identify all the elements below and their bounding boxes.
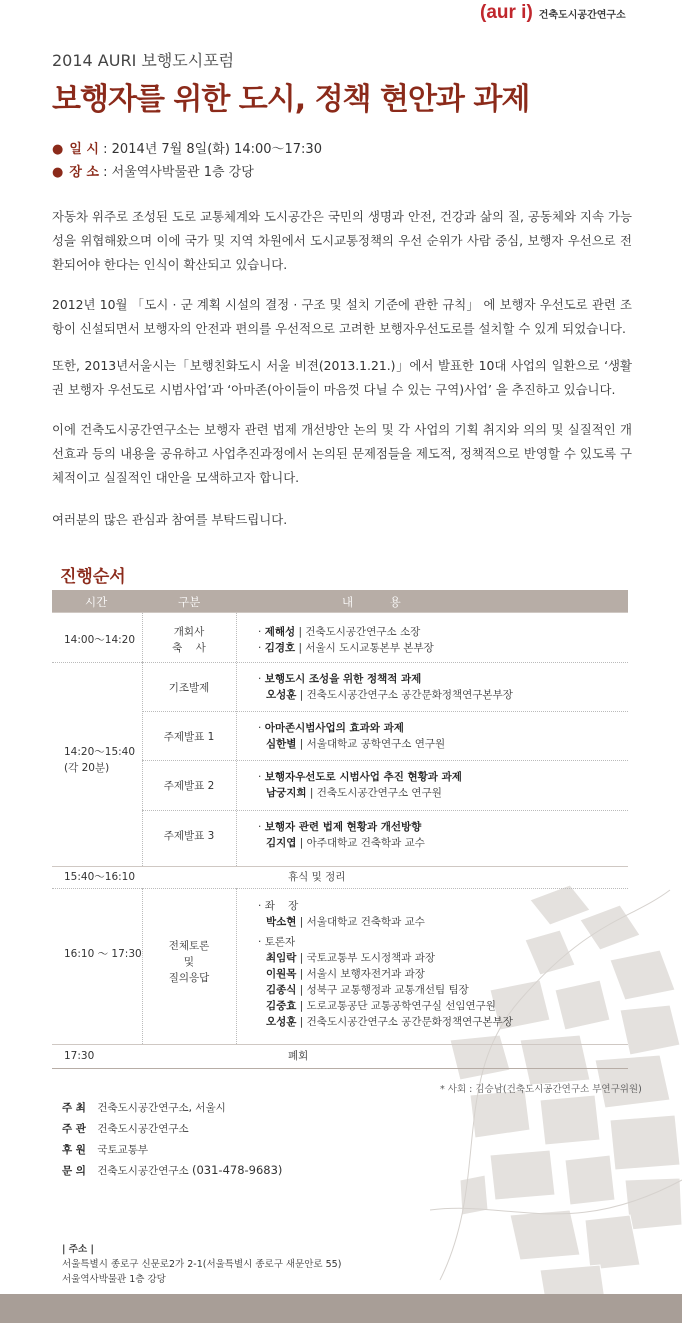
talk-topic: 보행자우선도로 시범사업 추진 현황과 과제 (264, 771, 462, 783)
panelist-affiliation: | 국토교통부 도시정책과 과장 (299, 952, 436, 964)
auri-brand: (aur i) (480, 2, 533, 23)
row-divider (142, 760, 628, 761)
talks-duration: (각 20분) (64, 762, 110, 774)
type-cell: 주제발표 1 (163, 731, 215, 743)
type-congrats: 축 사 (172, 642, 206, 654)
forum-title: 보행자를 위한 도시, 정책 현안과 과제 (52, 82, 530, 117)
time-cell: 16:10 ～ 17:30 (64, 948, 142, 960)
place-line (52, 161, 254, 180)
talks-time: 14:20～15:40 (64, 746, 136, 758)
panelist-name: 김종식 (266, 984, 297, 996)
paragraph-1: 자동차 위주로 조성된 도로 교통체계와 도시공간은 국민의 생명과 안전, 건강과 삶의 질, 공동체와 지속 가능성을 위협해왔으며 이에 국가 및 지역 차원에서 도시교통정책의 우선 순위가 사람 중심, 보행자 우선으로 전환되어야 한다는 인식이 확산되고 있습니다. (52, 209, 632, 272)
speaker-name: 남궁지희 (266, 787, 307, 799)
program-table-header (52, 590, 628, 612)
column-divider (236, 612, 237, 866)
type-qa: 질의응답 (168, 972, 210, 984)
talk-topic: 보행도시 조성을 위한 정책적 과제 (264, 673, 422, 685)
speaker-affiliation: | 건축도시공간연구소 연구원 (309, 787, 442, 799)
credit-key: 문 의 (62, 1165, 86, 1177)
content-cell: · 보행자 관련 법제 현황과 개선방향 김지엽 | 아주대학교 건축학과 교수 (258, 821, 425, 849)
chair-name: 박소현 (266, 916, 297, 928)
credit-host (62, 1100, 226, 1115)
header-time: 시간 (85, 595, 108, 609)
program-title: 진행순서 (60, 567, 126, 587)
talk-topic: 보행자 관련 법제 현황과 개선방향 (264, 821, 422, 833)
type-cell: 주제발표 2 (163, 780, 215, 792)
panel-label: 토론자 (264, 936, 296, 948)
header-type: 구분 (178, 595, 201, 609)
type-and: 및 (183, 956, 195, 968)
paragraph-4: 이에 건축도시공간연구소는 보행자 관련 법제 개선방안 논의 및 각 사업의 기획 취지와 의의 및 실질적인 개선효과 등의 내용을 공유하고 사업추진과정에서 논의된 문제점들을 제도적, 정책적으로 반영할 수 있도록 구체적이고 실질적인 대안을 모색하고자 합니다. (52, 422, 632, 485)
panelist-affiliation: | 도로교통공단 교통공학연구실 선임연구원 (299, 1000, 496, 1012)
panelist-affiliation: | 서울시 보행자전거과 과장 (299, 968, 425, 980)
row-divider (52, 888, 628, 889)
type-opening: 개회사 (173, 626, 205, 638)
credit-value: 건축도시공간연구소 (97, 1165, 189, 1177)
speaker-affiliation: | 아주대학교 건축학과 교수 (299, 837, 425, 849)
time-cell: 14:00～14:20 (64, 634, 136, 646)
credit-value: 건축도시공간연구소 (97, 1123, 189, 1135)
address-label: | 주소 | (62, 1244, 94, 1255)
talk-topic: 아마존시범사업의 효과와 과제 (264, 722, 404, 734)
speaker-name: 오성훈 (266, 689, 297, 701)
address-line1: 서울특별시 종로구 신문로2가 2-1(서울특별시 종로구 새문안로 55) (62, 1259, 342, 1270)
credit-key: 주 관 (62, 1123, 86, 1135)
type-cell: 기조발제 (168, 682, 210, 694)
paragraph-5: 여러분의 많은 관심과 참여를 부탁드립니다. (52, 512, 288, 527)
row-divider (142, 810, 628, 811)
content-cell: · 제해성 | 건축도시공간연구소 소장 · 김경호 | 서울시 도시교통본부 본부장 (258, 626, 434, 654)
break-text: 휴식 및 정리 (288, 871, 346, 883)
type-discussion: 전체토론 (168, 940, 210, 952)
credit-key: 후 원 (62, 1144, 86, 1156)
type-cell (142, 938, 236, 986)
row-divider (52, 662, 142, 663)
speaker-name: 김경호 (264, 642, 296, 654)
content-cell: · 보행도시 조성을 위한 정책적 과제 오성훈 | 건축도시공간연구소 공간문화정책연구본부장 (258, 673, 513, 701)
row-divider (142, 662, 628, 663)
credit-sponsor (62, 1142, 148, 1157)
bullet-icon: ● (52, 165, 64, 180)
bullet-icon: ● (52, 142, 64, 157)
time-cell (64, 744, 135, 776)
footer-bar (0, 1294, 682, 1323)
date-label: 일 시 (69, 142, 99, 157)
address-block (62, 1242, 341, 1287)
place-label: 장 소 (69, 165, 99, 180)
paragraph-3: 또한, 2013년서울시는「보행친화도시 서울 비젼(2013.1.21.)」에서 발표한 10대 사업의 일환으로 ‘생활권 보행자 우선도로 시범사업’과 ‘아마존(아이들이 마음껏 다닐 수 있는 구역)사업’ 을 추진하고 있습니다. (52, 358, 632, 397)
row-divider (52, 612, 628, 613)
row-divider (142, 711, 628, 712)
speaker-affiliation: | 건축도시공간연구소 소장 (298, 626, 421, 638)
chair-label: 좌 장 (264, 900, 299, 912)
credit-organizer (62, 1121, 189, 1136)
panelist-name: 최임락 (266, 952, 297, 964)
panelist-affiliation: | 성북구 교통행정과 교통개선팀 팀장 (299, 984, 469, 996)
speaker-name: 제해성 (264, 626, 296, 638)
moderator-note: * 사회 : 김승남(건축도시공간연구소 부연구위원) (440, 1084, 642, 1095)
time-cell: 15:40～16:10 (64, 871, 136, 883)
credit-key: 주 최 (62, 1102, 86, 1114)
content-cell: · 좌 장 박소현 | 서울대학교 건축학과 교수 · 토론자 최임락 | 국토교통부 도시정책과 과장 이원목 | 서울시 보행자전거과 과장 김종식 | 성북구 교통행정과 교통개선팀 팀장 김중효 | 도로교통공단 교통공학연구실 선임연구원 오성훈 | 건축도시공간연구소 공간문화정책연구본부장 (258, 900, 513, 1028)
row-divider (52, 1068, 628, 1069)
content-cell: · 보행자우선도로 시범사업 추진 현황과 과제 남궁지희 | 건축도시공간연구소 연구원 (258, 771, 462, 799)
content-cell: · 아마존시범사업의 효과와 과제 심한별 | 서울대학교 공학연구소 연구원 (258, 722, 446, 750)
column-divider (236, 888, 237, 1044)
row-divider (52, 866, 628, 867)
row-divider (52, 1044, 628, 1045)
speaker-affiliation: | 건축도시공간연구소 공간문화정책연구본부장 (299, 689, 513, 701)
time-cell: 17:30 (64, 1050, 95, 1062)
credit-contact (62, 1163, 282, 1178)
panelist-name: 이원목 (266, 968, 297, 980)
speaker-affiliation: | 서울대학교 공학연구소 연구원 (299, 738, 446, 750)
address-line2: 서울역사박물관 1층 강당 (62, 1274, 166, 1285)
speaker-name: 김지엽 (266, 837, 297, 849)
panelist-name: 오성훈 (266, 1016, 297, 1028)
credit-value: 건축도시공간연구소, 서울시 (97, 1102, 226, 1114)
type-cell (142, 624, 236, 656)
auri-org-name: 건축도시공간연구소 (538, 9, 626, 21)
date-line (52, 138, 322, 157)
closing-text: 폐회 (288, 1050, 309, 1062)
speaker-name: 심한별 (266, 738, 297, 750)
paragraph-2: 2012년 10월 「도시 · 군 계획 시설의 결정 · 구조 및 설치 기준에 관한 규칙」 에 보행자 우선도로 관련 조항이 신설되면서 보행자의 안전과 편의를 우선적으로 고려한 보행자우선도로를 설치할 수 있게 되었습니다. (52, 297, 632, 336)
forum-subtitle: 2014 AURI 보행도시포럼 (52, 51, 235, 70)
credit-value: 국토교통부 (97, 1144, 149, 1156)
auri-logo (480, 0, 626, 26)
contact-phone: (031-478-9683) (191, 1163, 283, 1177)
panelist-affiliation: | 건축도시공간연구소 공간문화정책연구본부장 (299, 1016, 513, 1028)
date-value: : 2014년 7월 8일(화) 14:00～17:30 (103, 142, 322, 157)
type-cell: 주제발표 3 (163, 830, 215, 842)
panelist-name: 김중효 (266, 1000, 297, 1012)
header-content: 내 용 (342, 595, 401, 609)
chair-affiliation: | 서울대학교 건축학과 교수 (299, 916, 425, 928)
place-value: : 서울역사박물관 1층 강당 (103, 165, 254, 180)
speaker-affiliation: | 서울시 도시교통본부 본부장 (298, 642, 434, 654)
